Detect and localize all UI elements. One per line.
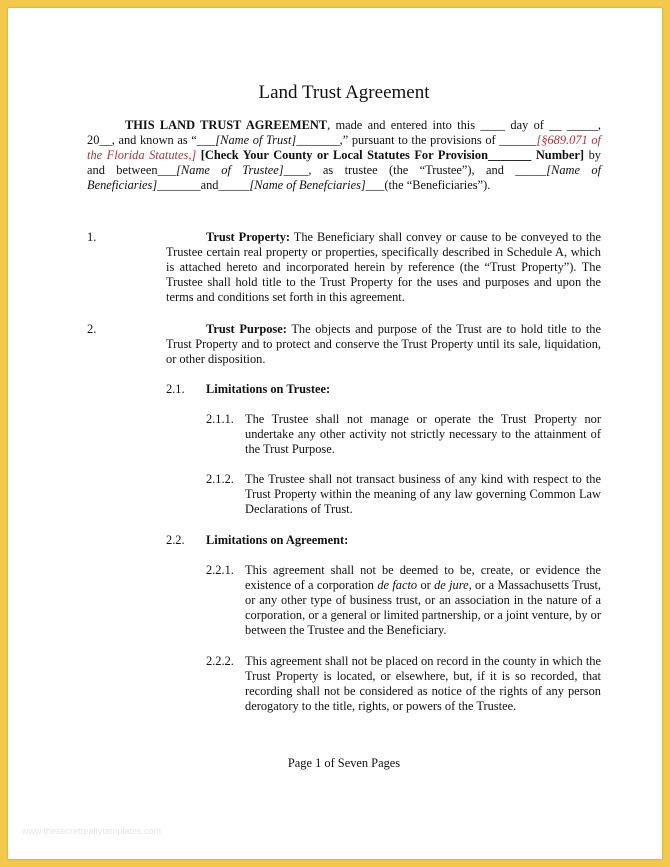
clause-2-1-1 — [206, 412, 601, 457]
clause-2-1-2 — [206, 472, 601, 517]
clause-text: The Trustee shall not manage or operate the Trust Property nor undertake any other activity not strictly necessary to the attainment of the Trust Purpose. — [245, 412, 601, 456]
beneficiary-name-placeholder: [Name of Beneficiaries] — [87, 163, 602, 192]
section-heading: Trust Property: — [206, 230, 291, 244]
clause-text: This agreement shall not be deemed to be, create, or evidence the existence of a corporation de facto or de jure, or a Massachusetts Trust, or any other type of business trust, or an association in the nature of a corporation, or a general or limited partnership, or a joint venture, by or between the Trustee and the Beneficiary. — [245, 563, 602, 637]
subsection-number: 2.1. — [166, 382, 185, 396]
section-text: The Beneficiary shall convey or cause to be conveyed to the Trustee certain real property or properties, specifically described in Schedule A, which is attached hereto and incorporated herein by reference (the “Trust Property”). The Trustee shall hold title to the Trust Property for the uses and purposes and upon the terms and conditions set forth in this agreement. — [166, 230, 601, 304]
intro-lead: THIS LAND TRUST AGREEMENT — [125, 118, 328, 132]
section-trust-purpose — [87, 322, 601, 367]
clause-2-2-1 — [206, 563, 601, 638]
clause-number: 2.1.1. — [206, 412, 234, 426]
clause-number: 2.2.1. — [206, 563, 234, 577]
trust-name-placeholder: [Name of Trust] — [215, 133, 297, 147]
section-heading: Trust Purpose: — [206, 322, 287, 336]
subsection-heading: Limitations on Trustee: — [206, 382, 331, 396]
trustee-name-placeholder: [Name of Trustee] — [176, 163, 284, 177]
section-number: 2. — [87, 322, 97, 336]
intro-paragraph: THIS LAND TRUST AGREEMENT, made and entered into this ____ day of __ _____, 20__, and known as “___[Name of Trust]_______,” pursuant to the provisions of ______[§689.071 of the Florida Statutes,] [Check Your County or Local Statutes For Provision_______ Number] by and between___[Name of Trustee]____, as trustee (the “Trustee”), and _____[Name of Beneficiaries]_______and_____[Name of Benefciaries]___(the “Beneficiaries”). — [87, 118, 602, 192]
clause-text: The Trustee shall not transact business of any kind with respect to the Trust Property within the meaning of any law governing Common Law Declarations of Trust. — [245, 472, 601, 516]
subsection-number: 2.2. — [166, 533, 185, 547]
section-trust-property — [87, 230, 601, 305]
clause-2-2-2 — [206, 654, 601, 714]
section-text: The objects and purpose of the Trust are to hold title to the Trust Property and to protect and conserve the Trust Property until its sale, liquidation, or other disposition. — [166, 322, 601, 366]
page-footer: Page 1 of Seven Pages — [287, 756, 401, 770]
statute-reference: [§689.071 of the Florida Statutes,] — [87, 133, 602, 162]
document-title: Land Trust Agreement — [258, 82, 430, 103]
clause-number: 2.2.2. — [206, 654, 234, 668]
section-number: 1. — [87, 230, 97, 244]
document-page — [8, 8, 662, 859]
beneficiary-name-placeholder-2: [Name of Benefciaries] — [249, 178, 366, 192]
subsection-heading: Limitations on Agreement: — [206, 533, 349, 547]
clause-number: 2.1.2. — [206, 472, 234, 486]
watermark: www.thesecretrealtytemplates.com — [22, 826, 162, 836]
clause-text: This agreement shall not be placed on record in the county in which the Trust Property is located, or elsewhere, but, if it is so recorded, that recording shall not be considered as notice of the rights of any person derogatory to the title, rights, or powers of the Trustee. — [245, 654, 601, 713]
county-statute-note: [Check Your County or Local Statutes For Provision_______ Number] — [200, 148, 585, 162]
